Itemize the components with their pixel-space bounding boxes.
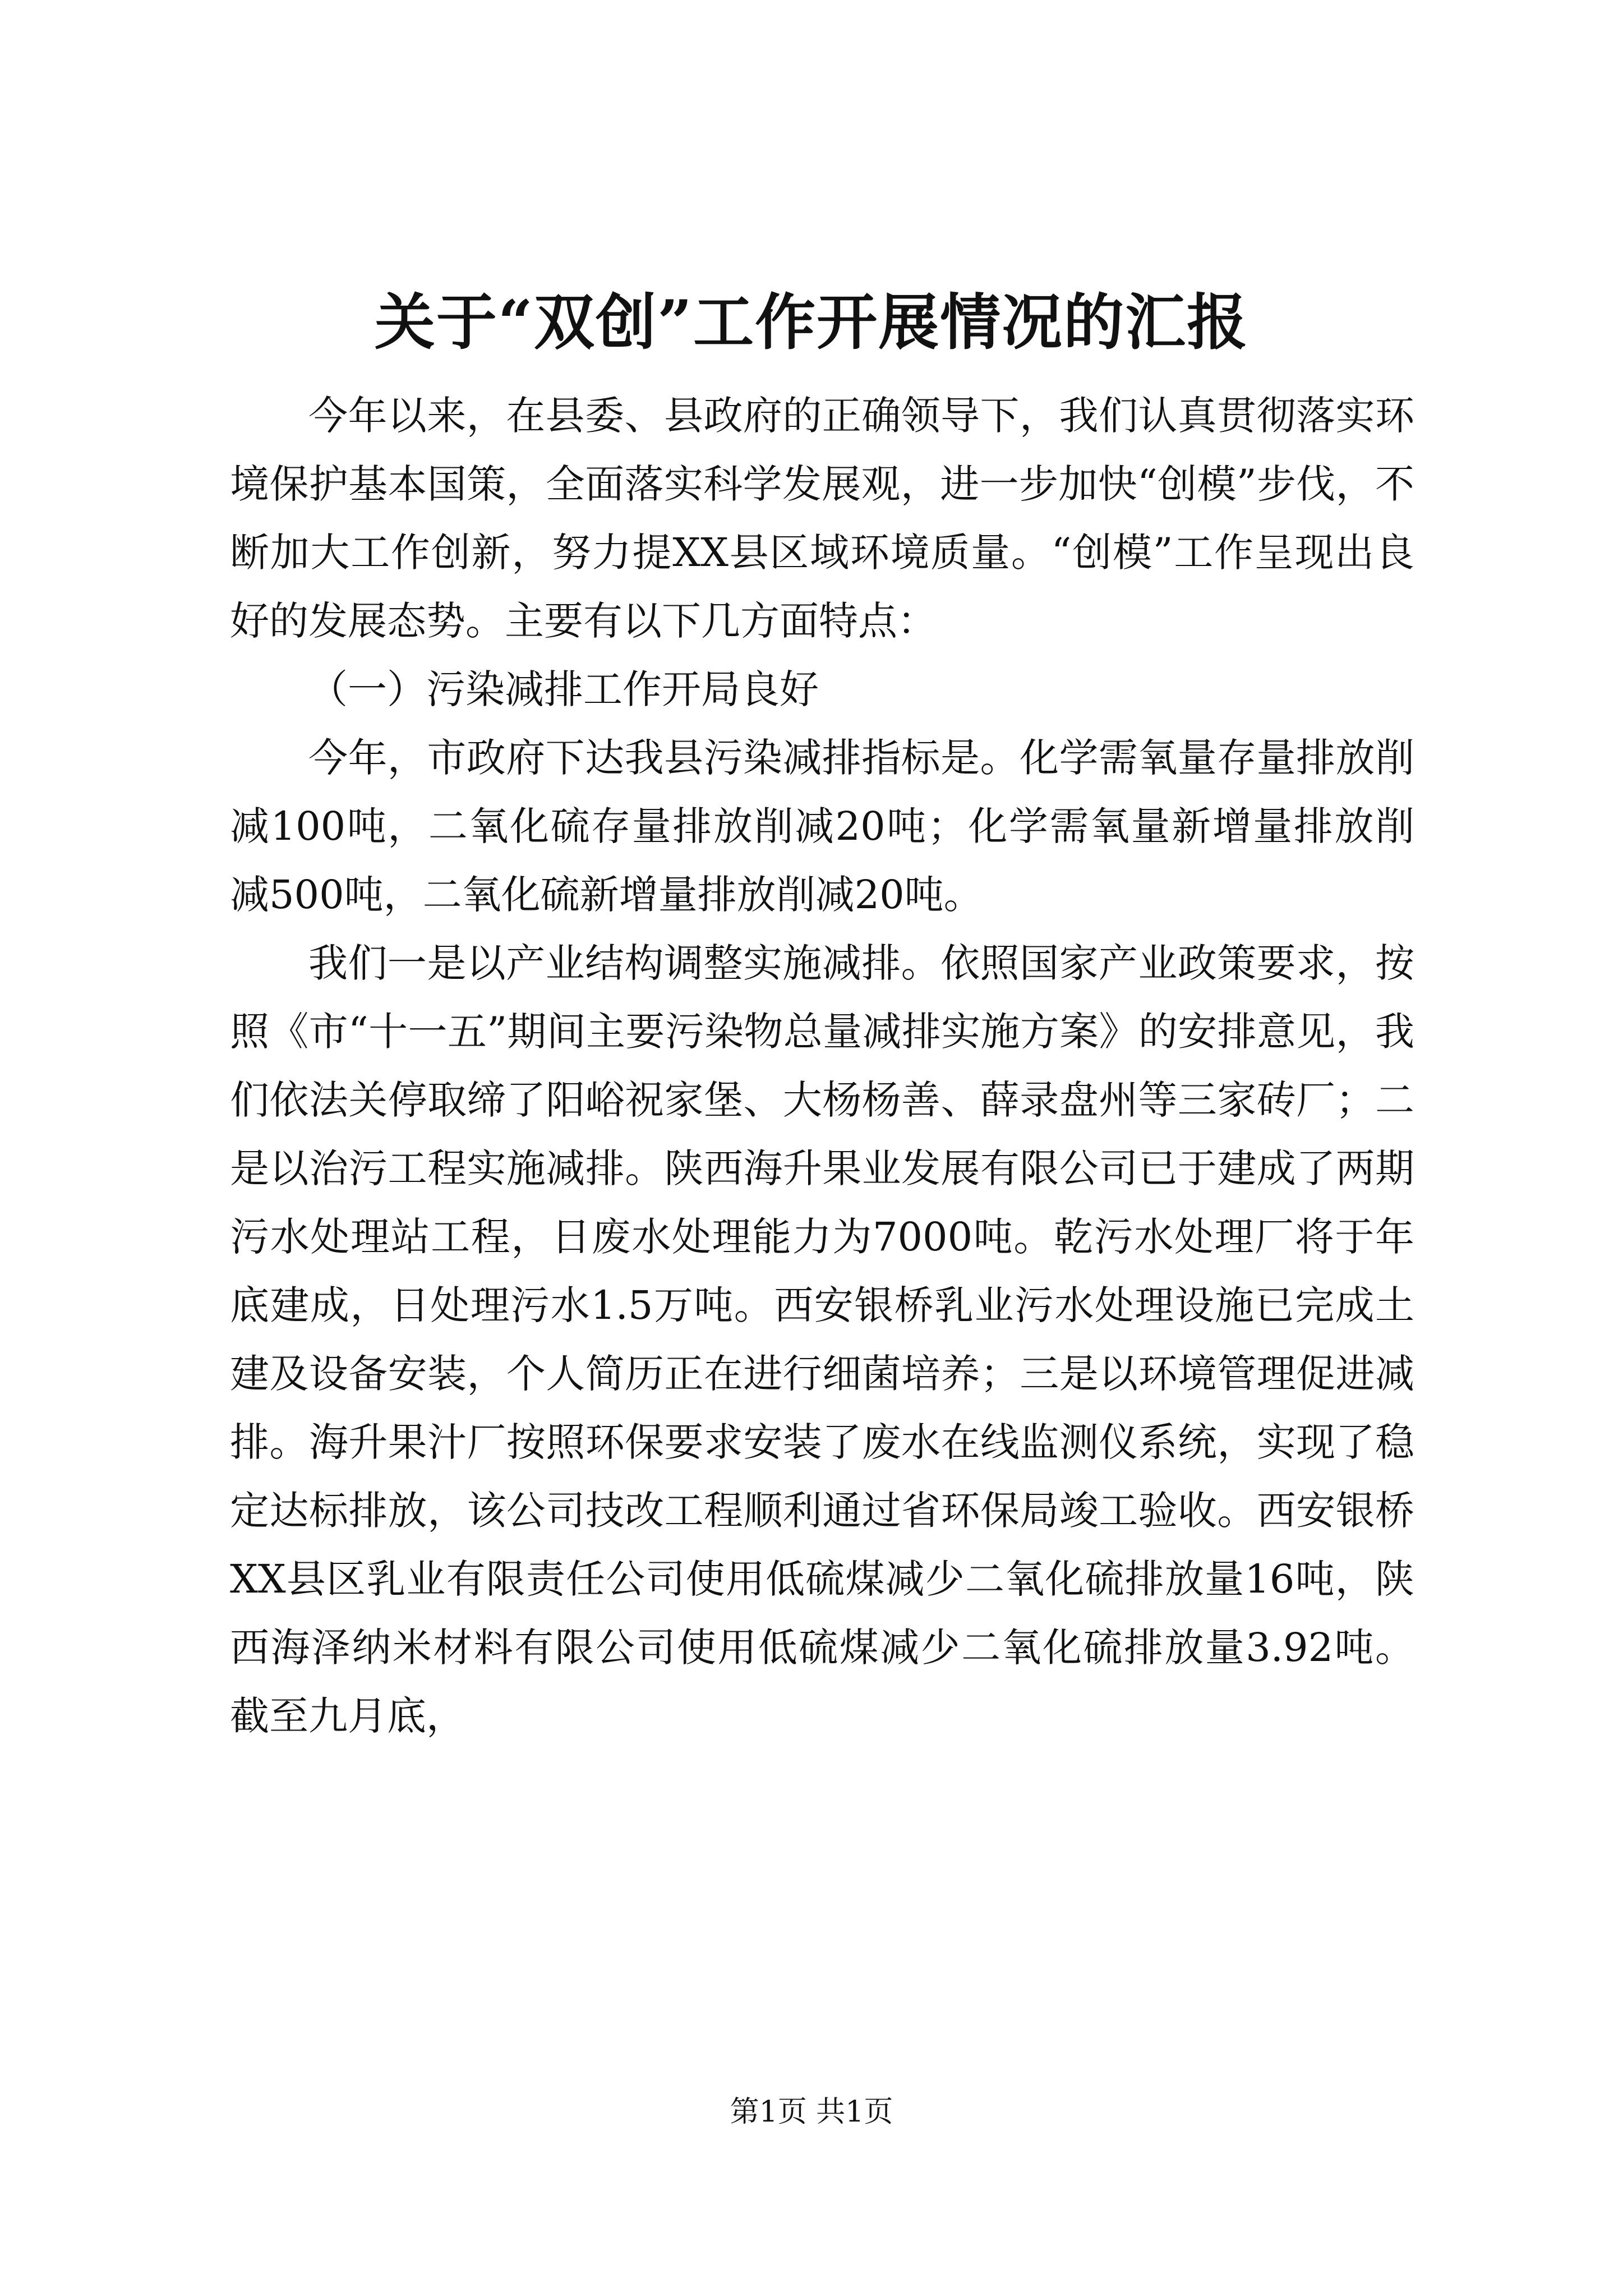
page-footer: 第1页 共1页 <box>730 2095 893 2129</box>
paragraph-targets: 今年，市政府下达我县污染减排指标是。化学需氧量存量排放削减100吨，二氧化硫存量排放削减20吨；化学需氧量新增量排放削减500吨，二氧化硫新增量排放削减20吨。 <box>230 735 1414 918</box>
section-heading: （一）污染减排工作开局良好 <box>308 666 819 712</box>
document-title: 关于“双创”工作开展情况的汇报 <box>374 287 1249 358</box>
paragraph-intro: 今年以来，在县委、县政府的正确领导下，我们认真贯彻落实环境保护基本国策，全面落实科学发展观，进一步加快“创模”步伐，不断加大工作创新，努力提XX县区域环境质量。“创模”工作呈现出良好的发展态势。主要有以下几方面特点： <box>230 393 1414 644</box>
paragraph-measures: 我们一是以产业结构调整实施减排。依照国家产业政策要求，按照《市“十一五”期间主要污染物总量减排实施方案》的安排意见，我们依法关停取缔了阳峪祝家堡、大杨杨善、薛录盘州等三家砖厂；二是以治污工程实施减排。陕西海升果业发展有限公司已于建成了两期污水处理站工程，日废水处理能力为7000吨。乾污水处理厂将于年底建成，日处理污水1.5万吨。西安银桥乳业污水处理设施已完成土建及设备安装，个人简历正在进行细菌培养；三是以环境管理促进减排。海升果汁厂按照环保要求安装了废水在线监测仪系统，实现了稳定达标排放，该公司技改工程顺利通过省环保局竣工验收。西安银桥XX县区乳业有限责任公司使用低硫煤减少二氧化硫排放量16吨，陕西海泽纳米材料有限公司使用低硫煤减少二氧化硫排放量3.92吨。截至九月底， <box>230 940 1414 1739</box>
document-body <box>230 381 1414 1750</box>
